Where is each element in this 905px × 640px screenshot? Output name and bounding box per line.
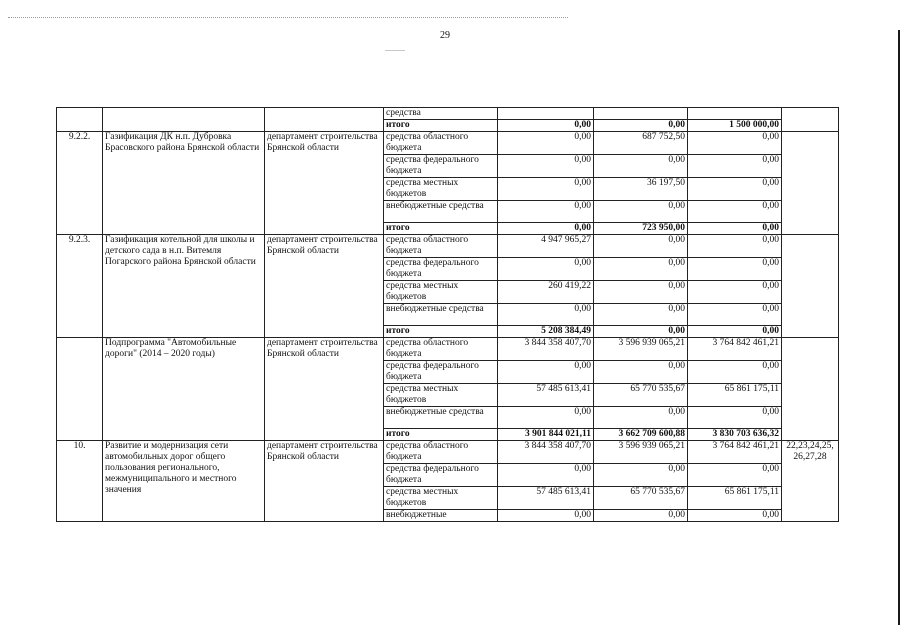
source-cell: средства областного бюджета — [384, 132, 498, 155]
value-cell: 3 830 703 636,32 — [688, 429, 782, 441]
value-cell: 0,00 — [594, 258, 688, 281]
executor-cell — [265, 108, 384, 132]
name-cell: Развитие и модернизация сети автомобильных дорог общего пользования регионального, межмуниципального и местного значения — [103, 441, 265, 522]
executor-cell: департамент строительства Брянской области — [265, 132, 384, 235]
source-cell: средства федерального бюджета — [384, 464, 498, 487]
value-cell: 3 596 939 065,21 — [594, 441, 688, 464]
value-cell: 0,00 — [594, 281, 688, 304]
source-cell: внебюджетные средства — [384, 407, 498, 429]
value-cell — [498, 108, 594, 120]
value-cell: 3 901 844 021,11 — [498, 429, 594, 441]
value-cell: 65 861 175,11 — [688, 384, 782, 407]
value-cell: 0,00 — [594, 407, 688, 429]
executor-cell: департамент строительства Брянской области — [265, 338, 384, 441]
value-cell: 0,00 — [498, 258, 594, 281]
page-number: 29 — [440, 30, 450, 41]
value-cell: 0,00 — [688, 155, 782, 178]
value-cell: 3 764 842 461,21 — [688, 338, 782, 361]
table-row — [57, 132, 839, 155]
name-cell — [103, 108, 265, 132]
value-cell: 260 419,22 — [498, 281, 594, 304]
value-cell: 4 947 965,27 — [498, 235, 594, 258]
value-cell: 0,00 — [594, 464, 688, 487]
budget-table — [56, 107, 839, 522]
table-row — [57, 441, 839, 464]
value-cell: 0,00 — [498, 223, 594, 235]
value-cell: 0,00 — [688, 178, 782, 201]
value-cell: 3 662 709 600,88 — [594, 429, 688, 441]
source-cell: внебюджетные — [384, 510, 498, 522]
id-cell — [57, 338, 103, 441]
value-cell: 0,00 — [594, 361, 688, 384]
value-cell: 0,00 — [498, 304, 594, 326]
value-cell: 0,00 — [594, 326, 688, 338]
value-cell: 0,00 — [498, 132, 594, 155]
value-cell: 0,00 — [498, 464, 594, 487]
source-cell: итого — [384, 326, 498, 338]
table-row — [57, 235, 839, 258]
value-cell: 0,00 — [688, 258, 782, 281]
value-cell: 0,00 — [594, 120, 688, 132]
value-cell: 65 861 175,11 — [688, 487, 782, 510]
value-cell: 0,00 — [688, 407, 782, 429]
value-cell: 0,00 — [688, 281, 782, 304]
table-row — [57, 338, 839, 361]
value-cell: 0,00 — [688, 361, 782, 384]
source-cell: внебюджетные средства — [384, 201, 498, 223]
indicator-cell — [782, 235, 839, 338]
source-cell: средства — [384, 108, 498, 120]
value-cell: 65 770 535,67 — [594, 487, 688, 510]
value-cell: 57 485 613,41 — [498, 487, 594, 510]
value-cell: 3 844 358 407,70 — [498, 338, 594, 361]
source-cell: средства областного бюджета — [384, 338, 498, 361]
source-cell: средства местных бюджетов — [384, 384, 498, 407]
value-cell: 0,00 — [594, 201, 688, 223]
source-cell: средства областного бюджета — [384, 441, 498, 464]
indicator-cell — [782, 338, 839, 441]
value-cell: 0,00 — [688, 235, 782, 258]
name-cell: Газификация котельной для школы и детского сада в н.п. Витемля Погарского района Брянской области — [103, 235, 265, 338]
value-cell: 0,00 — [594, 304, 688, 326]
value-cell: 1 500 000,00 — [688, 120, 782, 132]
value-cell: 0,00 — [498, 201, 594, 223]
value-cell: 0,00 — [594, 235, 688, 258]
value-cell: 0,00 — [688, 201, 782, 223]
value-cell: 0,00 — [688, 132, 782, 155]
value-cell: 0,00 — [498, 407, 594, 429]
source-cell: средства местных бюджетов — [384, 178, 498, 201]
executor-cell: департамент строительства Брянской области — [265, 441, 384, 522]
source-cell: внебюджетные средства — [384, 304, 498, 326]
value-cell: 57 485 613,41 — [498, 384, 594, 407]
id-cell: 9.2.3. — [57, 235, 103, 338]
name-cell: Газификация ДК н.п. Дубровка Брасовского района Брянской области — [103, 132, 265, 235]
page-edge — [898, 30, 900, 625]
indicator-cell — [782, 132, 839, 235]
value-cell: 0,00 — [594, 510, 688, 522]
value-cell: 0,00 — [688, 326, 782, 338]
source-cell: итого — [384, 223, 498, 235]
source-cell: итого — [384, 429, 498, 441]
source-cell: средства федерального бюджета — [384, 361, 498, 384]
value-cell: 687 752,50 — [594, 132, 688, 155]
value-cell: 3 844 358 407,70 — [498, 441, 594, 464]
value-cell: 0,00 — [688, 223, 782, 235]
value-cell: 36 197,50 — [594, 178, 688, 201]
value-cell: 3 764 842 461,21 — [688, 441, 782, 464]
executor-cell: департамент строительства Брянской области — [265, 235, 384, 338]
scan-artifact — [8, 17, 568, 18]
value-cell: 723 950,00 — [594, 223, 688, 235]
scan-artifact — [385, 50, 405, 51]
id-cell: 10. — [57, 441, 103, 522]
source-cell: средства областного бюджета — [384, 235, 498, 258]
table-row — [57, 108, 839, 120]
value-cell: 0,00 — [688, 510, 782, 522]
source-cell: средства федерального бюджета — [384, 258, 498, 281]
id-cell: 9.2.2. — [57, 132, 103, 235]
source-cell: итого — [384, 120, 498, 132]
source-cell: средства федерального бюджета — [384, 155, 498, 178]
indicator-cell: 22,23,24,25,26,27,28 — [782, 441, 839, 522]
value-cell: 0,00 — [594, 155, 688, 178]
source-cell: средства местных бюджетов — [384, 487, 498, 510]
source-cell: средства местных бюджетов — [384, 281, 498, 304]
value-cell: 0,00 — [498, 361, 594, 384]
value-cell: 0,00 — [498, 178, 594, 201]
value-cell: 0,00 — [498, 510, 594, 522]
value-cell: 0,00 — [498, 155, 594, 178]
value-cell: 0,00 — [688, 464, 782, 487]
value-cell: 0,00 — [688, 304, 782, 326]
value-cell — [688, 108, 782, 120]
value-cell: 3 596 939 065,21 — [594, 338, 688, 361]
value-cell: 0,00 — [498, 120, 594, 132]
id-cell — [57, 108, 103, 132]
value-cell: 5 208 384,49 — [498, 326, 594, 338]
name-cell: Подпрограмма "Автомобильные дороги" (2014 – 2020 годы) — [103, 338, 265, 441]
indicator-cell — [782, 108, 839, 132]
value-cell: 65 770 535,67 — [594, 384, 688, 407]
value-cell — [594, 108, 688, 120]
